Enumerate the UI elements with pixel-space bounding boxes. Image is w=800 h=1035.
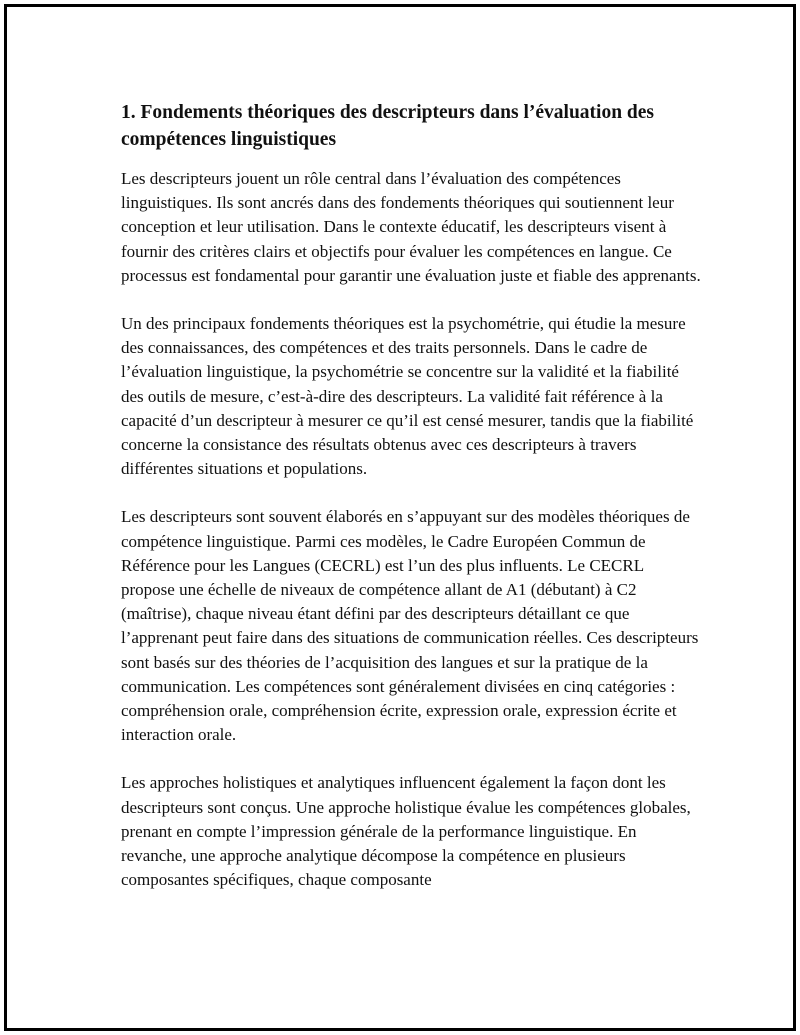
page-frame [4,4,796,1031]
section-heading: 1. Fondements théoriques des descripteurs dans l’évaluation des compétences linguistiques [121,102,655,150]
document-body [121,99,701,916]
paragraph: Les descripteurs sont souvent élaborés en s’appuyant sur des modèles théoriques de compétence linguistique. Parmi ces modèles, le Cadre Européen Commun de Référence pour les Langues (CECRL) est l’un des plus influents. Le CECRL propose une échelle de niveaux de compétence allant de A1 (débutant) à C2 (maîtrise), chaque niveau étant défini par des descripteurs détaillant ce que l’apprenant peut faire dans des situations de communication réelles. Ces descripteurs sont basés sur des théories de l’acquisition des langues et sur la pratique de la communication. Les compétences sont généralement divisées en cinq catégories : compréhension orale, compréhension écrite, expression orale, expression écrite et interaction orale. [121,507,699,745]
paragraph: Les approches holistiques et analytiques influencent également la façon dont les descripteurs sont conçus. Une approche holistique évalue les compétences globales, prenant en compte l’impression générale de la performance linguistique. En revanche, une approche analytique décompose la compétence en plusieurs composantes spécifiques, chaque composante [121,773,691,890]
paragraph: Un des principaux fondements théoriques est la psychométrie, qui étudie la mesure des connaissances, des compétences et des traits personnels. Dans le cadre de l’évaluation linguistique, la psychométrie se concentre sur la validité et la fiabilité des outils de mesure, c’est-à-dire des descripteurs. La validité fait référence à la capacité d’un descripteur à mesurer ce qu’il est censé mesurer, tandis que la fiabilité concerne la consistance des résultats obtenus avec ces descripteurs à travers différentes situations et populations. [121,314,694,479]
paragraph: Les descripteurs jouent un rôle central dans l’évaluation des compétences linguistiques. Ils sont ancrés dans des fondements théoriques qui soutiennent leur conception et leur utilisation. Dans le contexte éducatif, les descripteurs visent à fournir des critères clairs et objectifs pour évaluer les compétences en langue. Ce processus est fondamental pour garantir une évaluation juste et fiable des apprenants. [121,169,701,285]
